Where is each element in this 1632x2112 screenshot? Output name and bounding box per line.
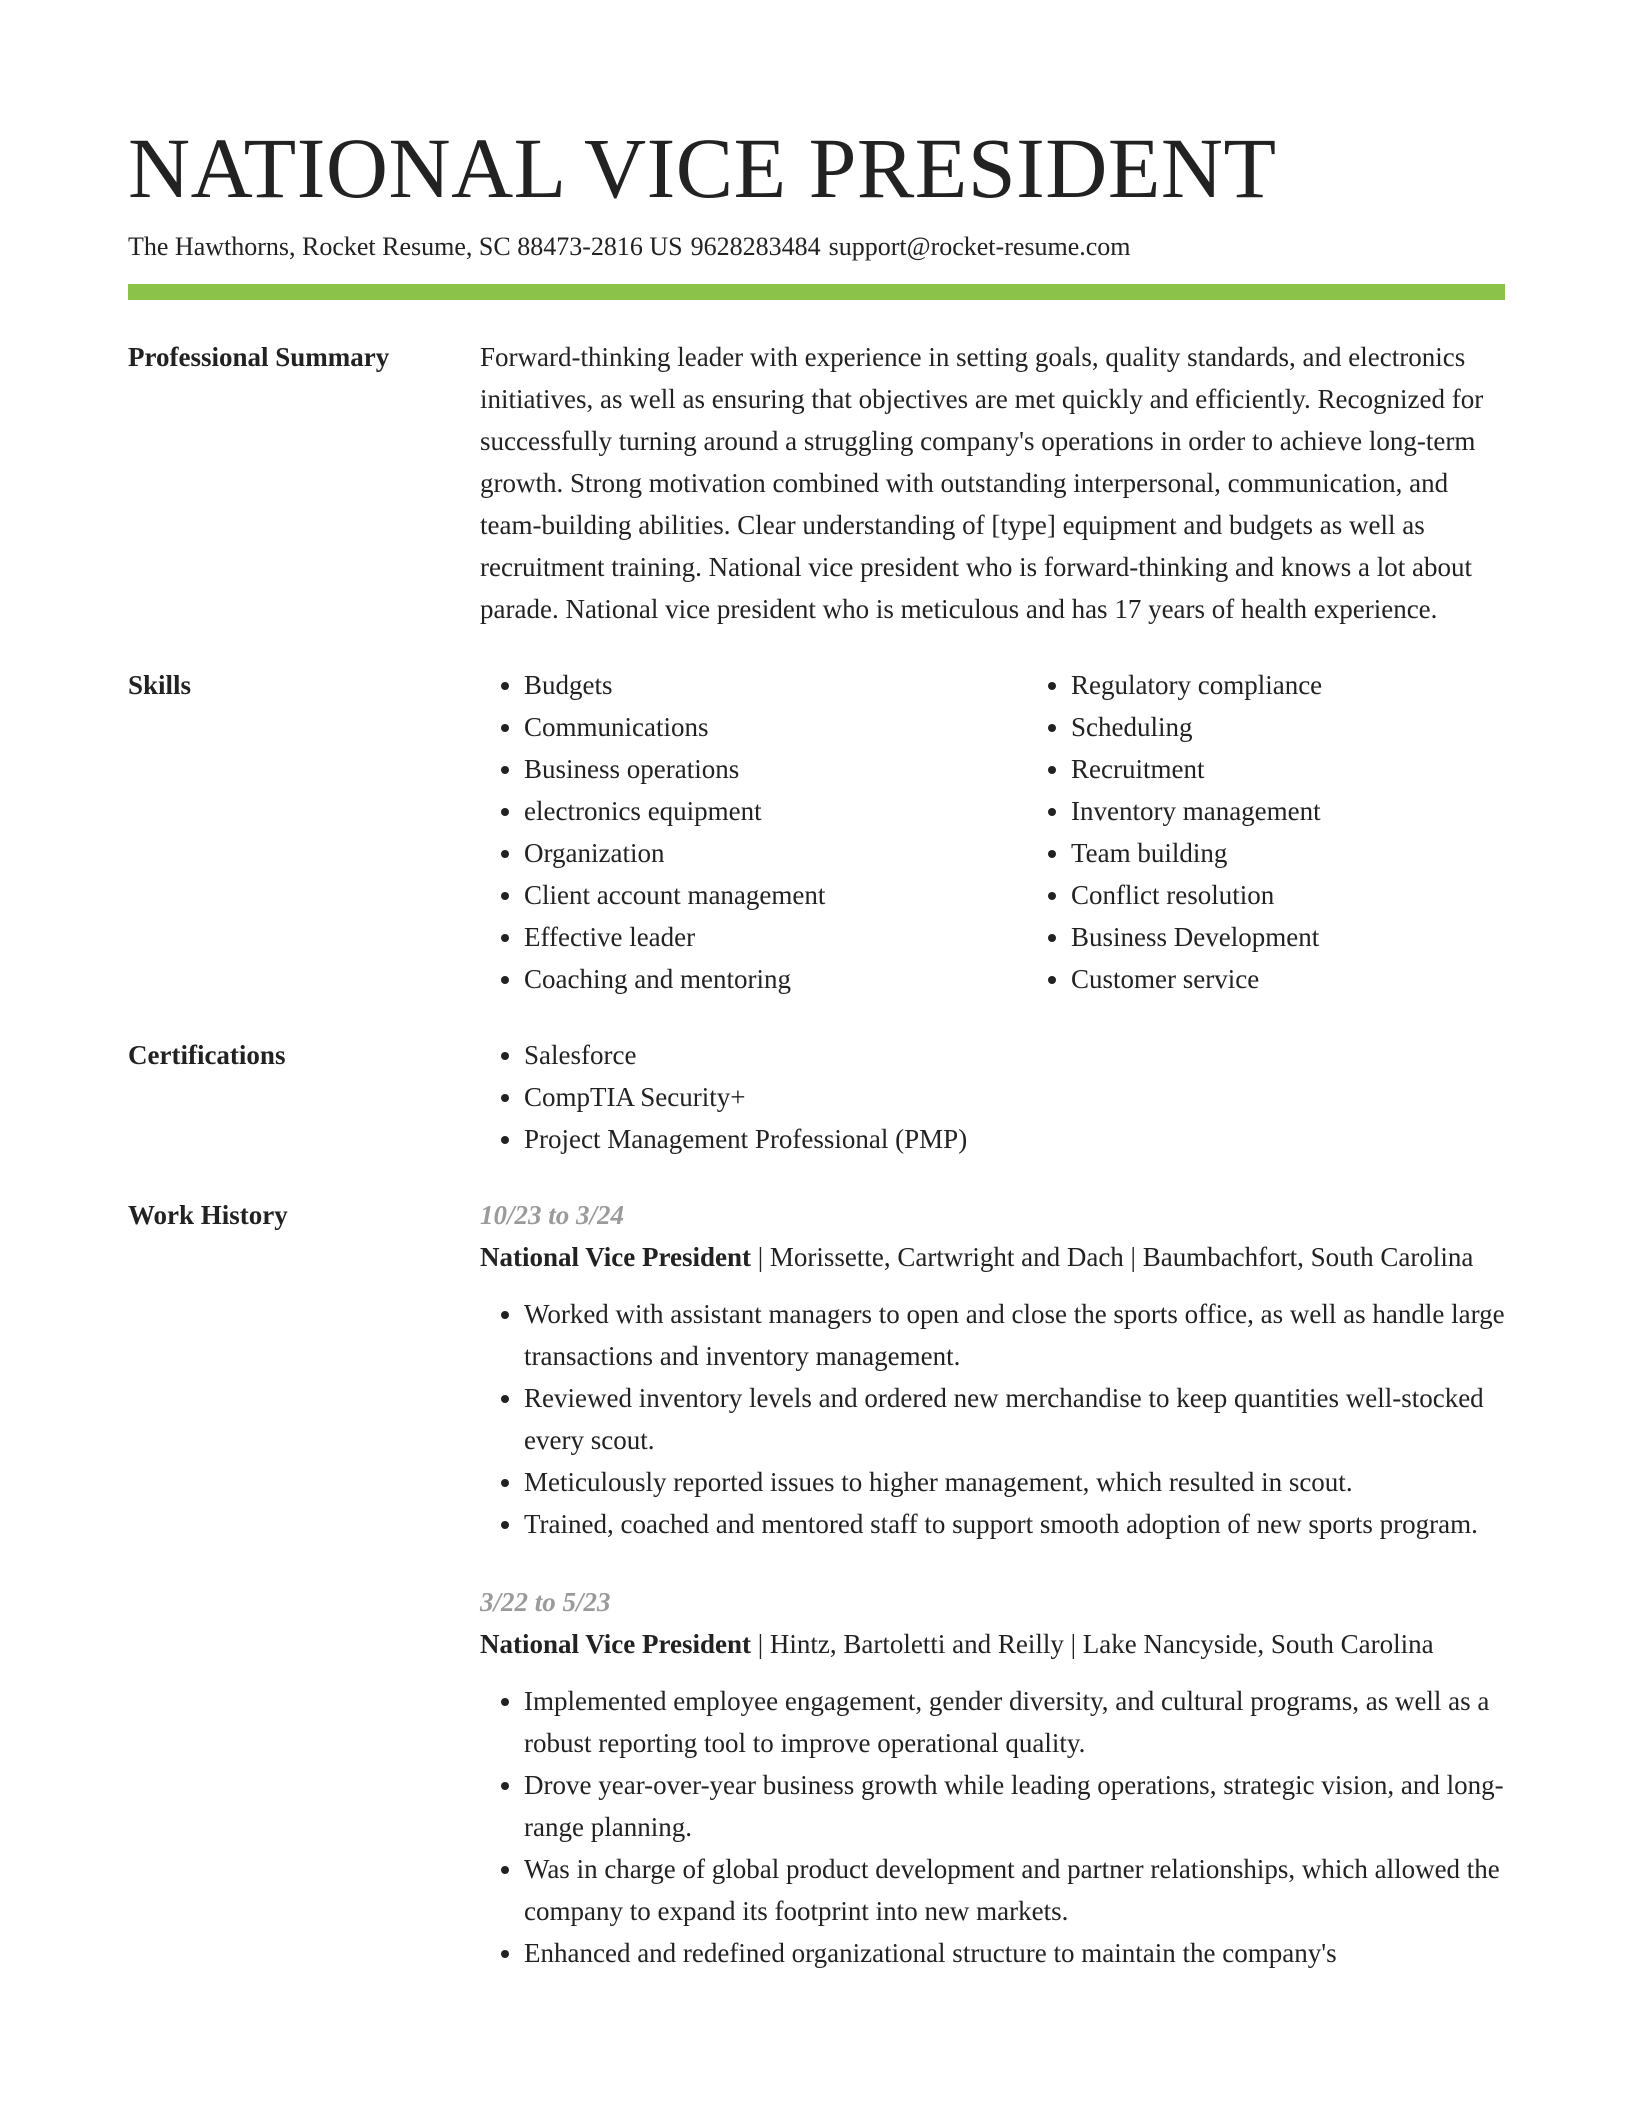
- job-title: National Vice President: [480, 1242, 751, 1272]
- section-work-history: [128, 1194, 1505, 1974]
- certification-item: • CompTIA Security+: [524, 1076, 1505, 1118]
- contact-line: [128, 230, 1505, 264]
- job-details: | Morissette, Cartwright and Dach | Baumbachfort, South Carolina: [750, 1242, 1474, 1272]
- job-dates: 10/23 to 3/24: [480, 1200, 625, 1230]
- job-bullets: [480, 1293, 1505, 1545]
- job-details: | Hintz, Bartoletti and Reilly | Lake Nancyside, South Carolina: [750, 1629, 1434, 1659]
- skill-item: • Conflict resolution: [1071, 874, 1505, 916]
- skills-column-2: [1027, 664, 1505, 1000]
- section-title-summary: Professional Summary: [128, 342, 390, 372]
- certification-item: • Project Management Professional (PMP): [524, 1118, 1505, 1160]
- skills-body: [480, 664, 1505, 1000]
- contact-email[interactable]: support@rocket-resume.com: [828, 232, 1131, 261]
- certifications-list: [480, 1034, 1505, 1160]
- section-title-certifications: Certifications: [128, 1040, 286, 1070]
- skill-item: • Effective leader: [524, 916, 1027, 958]
- job-bullet: • Was in charge of global product development and partner relationships, which allowed the company to expand its footprint into new markets.: [524, 1848, 1505, 1932]
- header-divider: [128, 284, 1505, 300]
- skills-column-1: [480, 664, 1027, 1000]
- section-certifications: [128, 1034, 1505, 1160]
- job-bullet: • Worked with assistant managers to open and close the sports office, as well as handle large transactions and inventory management.: [524, 1293, 1505, 1377]
- skill-item: • Client account management: [524, 874, 1027, 916]
- job-bullet: • Trained, coached and mentored staff to support smooth adoption of new sports program.: [524, 1503, 1505, 1545]
- summary-body: [480, 336, 1505, 630]
- certifications-body: [480, 1034, 1505, 1160]
- skill-item: • electronics equipment: [524, 790, 1027, 832]
- resume-name: NATIONAL VICE PRESIDENT: [128, 120, 1277, 216]
- job-entry: [480, 1581, 1505, 1974]
- contact-address: The Hawthorns, Rocket Resume, SC 88473-2816 US: [128, 232, 683, 261]
- certification-item: • Salesforce: [524, 1034, 1505, 1076]
- job-bullet: • Enhanced and redefined organizational structure to maintain the company's: [524, 1932, 1505, 1974]
- skill-item: • Recruitment: [1071, 748, 1505, 790]
- skill-item: • Team building: [1071, 832, 1505, 874]
- summary-text: Forward-thinking leader with experience in setting goals, quality standards, and electronics initiatives, as well as ensuring that objectives are met quickly and efficiently. Recognized for successfully turning around a struggling company's operations in order to achieve long-term growth. Strong motivation combined with outstanding interpersonal, communication, and team-building abilities. Clear understanding of [type] equipment and budgets as well as recruitment training. National vice president who is forward-thinking and knows a lot about parade. National vice president who is meticulous and has 17 years of health experience.: [480, 342, 1484, 624]
- skill-item: • Communications: [524, 706, 1027, 748]
- job-bullet: • Drove year-over-year business growth while leading operations, strategic vision, and long-range planning.: [524, 1764, 1505, 1848]
- section-title-skills: Skills: [128, 670, 192, 700]
- job-bullet: • Reviewed inventory levels and ordered new merchandise to keep quantities well-stocked every scout.: [524, 1377, 1505, 1461]
- contact-phone: 9628283484: [690, 232, 821, 261]
- job-title: National Vice President: [480, 1629, 751, 1659]
- skill-item: • Organization: [524, 832, 1027, 874]
- job-heading: [480, 1623, 1505, 1665]
- job-bullet: • Meticulously reported issues to higher management, which resulted in scout.: [524, 1461, 1505, 1503]
- job-entry: [480, 1194, 1505, 1545]
- skill-item: • Regulatory compliance: [1071, 664, 1505, 706]
- work-history-body: [480, 1194, 1505, 1974]
- job-bullet: • Implemented employee engagement, gender diversity, and cultural programs, as well as a robust reporting tool to improve operational quality.: [524, 1680, 1505, 1764]
- skill-item: • Budgets: [524, 664, 1027, 706]
- skill-item: • Business operations: [524, 748, 1027, 790]
- skill-item: • Inventory management: [1071, 790, 1505, 832]
- section-skills: [128, 664, 1505, 1000]
- skill-item: • Scheduling: [1071, 706, 1505, 748]
- job-dates: 3/22 to 5/23: [480, 1587, 611, 1617]
- job-heading: [480, 1236, 1505, 1278]
- skill-item: • Coaching and mentoring: [524, 958, 1027, 1000]
- job-bullets: [480, 1680, 1505, 1974]
- skill-item: • Business Development: [1071, 916, 1505, 958]
- skill-item: • Customer service: [1071, 958, 1505, 1000]
- section-summary: [128, 336, 1505, 630]
- section-title-work-history: Work History: [128, 1200, 288, 1230]
